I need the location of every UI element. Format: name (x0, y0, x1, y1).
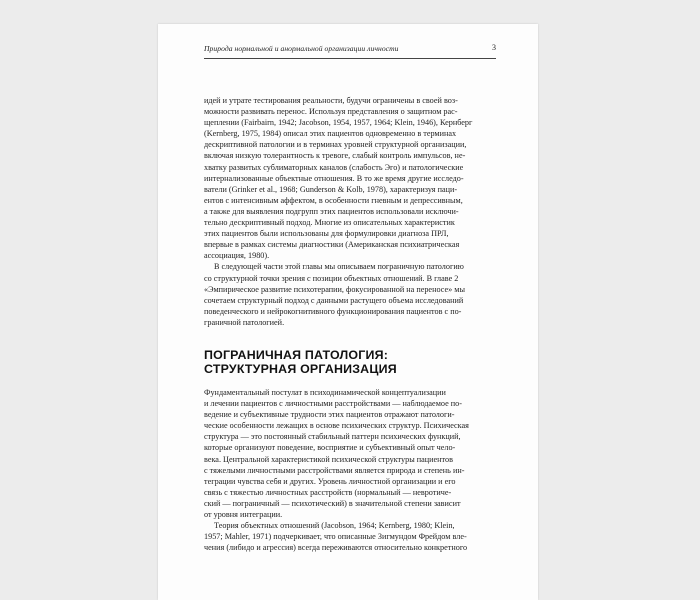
text-line: ческие особенности лежащих в основе психических структур. Психическая (204, 421, 469, 431)
running-header (204, 42, 496, 59)
text-line: 1957; Mahler, 1971) подчеркивает, что описанные Зигмундом Фрейдом вле- (204, 532, 467, 542)
text-line: тельно дескриптивный подход. Многие из описательных характеристик (204, 218, 455, 228)
text-line: ский — пограничный — психотический) в значительной степени зависит (204, 498, 461, 508)
text-line: с тяжелыми личностными расстройствами является природа и степень ин- (204, 465, 465, 475)
text-line: Теория объектных отношений (Jacobson, 1964; Kernberg, 1980; Klein, (214, 521, 455, 531)
text-line: дескриптивной патологии и в терминах уровней структурной организации, (204, 140, 467, 150)
text-line: СТРУКТУРНАЯ ОРГАНИЗАЦИЯ (204, 362, 397, 377)
text-line: связь с тяжестью личностных расстройств (нормальный — невротиче- (204, 487, 452, 497)
text-line: Фундаментальный постулат в психодинамической концептуализации (204, 387, 446, 397)
page-number: 3 (492, 43, 496, 52)
text-line: поведенческого и нейрокогнитивного функционирования пациентов с по- (204, 306, 462, 316)
text-line: этих пациентов были использованы для формулировки диагноза ПРЛ, (204, 229, 449, 239)
paragraph (204, 261, 500, 328)
text-line: интернализованные объектные отношения. В то же время другие исследо- (204, 173, 464, 183)
paragraph (204, 520, 500, 553)
text-line: и лечении пациентов с личностными расстройствами — наблюдаемое по- (204, 399, 462, 409)
text-line: В следующей части этой главы мы описываем пограничную патологию (214, 262, 464, 272)
paragraph (204, 387, 500, 520)
section-heading (204, 348, 500, 377)
book-page (158, 24, 538, 600)
text-line: ведение и субъективные трудности этих пациентов отражают патологи- (204, 410, 455, 420)
text-line: теграции чувства себя и других. Уровень личностной организации и его (204, 476, 456, 486)
text-line: которые организуют поведение, восприятие и субъективный опыт чело- (204, 443, 456, 453)
text-line: граничной патологией. (204, 317, 285, 327)
text-line: чения (либидо и агрессия) всегда переживаются относительно конкретного (204, 543, 468, 553)
running-title: Природа нормальной и анормальной организации личности (204, 44, 399, 53)
text-line: а также для выявления подгрупп этих пациентов использовали исключи- (204, 206, 459, 216)
text-line: ентов с интенсивным аффектом, в особенности гневным и депрессивным, (204, 195, 463, 205)
text-line: (Kernberg, 1975, 1984) описал этих пациентов одновременно в терминах (204, 129, 457, 139)
body-text (204, 95, 500, 553)
text-line: хватку развитых сублиматорных каналов (слабость Эго) и патологические (204, 162, 464, 172)
text-line: сочетаем структурный подход с данными растущего объема исследований (204, 295, 464, 305)
text-line: идей и утрате тестирования реальности, будучи ограничены в своей воз- (204, 96, 458, 105)
text-line: можности развивать перенос. Используя представления о защитном рас- (204, 107, 458, 117)
text-line: ПОГРАНИЧНАЯ ПАТОЛОГИЯ: (204, 347, 389, 362)
text-line: «Эмпирическое развитие психотерапии, фокусированной на переносе» мы (204, 284, 465, 294)
text-line: щеплении (Fairbairn, 1942; Jacobson, 1954, 1957, 1964; Klein, 1946), Кернберг (204, 118, 473, 128)
text-line: впервые в рамках системы диагностики (Американская психиатрическая (204, 240, 460, 250)
text-line: со структурной точки зрения с позиции объектных отношений. В главе 2 (204, 273, 459, 283)
text-line: включая низкую толерантность к тревоге, слабый контроль импульсов, не- (204, 151, 466, 161)
text-line: века. Центральной характеристикой психической структуры пациентов (204, 454, 453, 464)
text-line: структура — это постоянный стабильный паттерн психических функций, (204, 432, 461, 442)
paragraph (204, 95, 500, 261)
text-line: от уровня интеграции. (204, 510, 283, 519)
text-line: ассоциация, 1980). (204, 251, 270, 261)
text-line: ватели (Grinker et al., 1968; Gunderson & Kolb, 1978), характеризуя паци- (204, 184, 458, 194)
